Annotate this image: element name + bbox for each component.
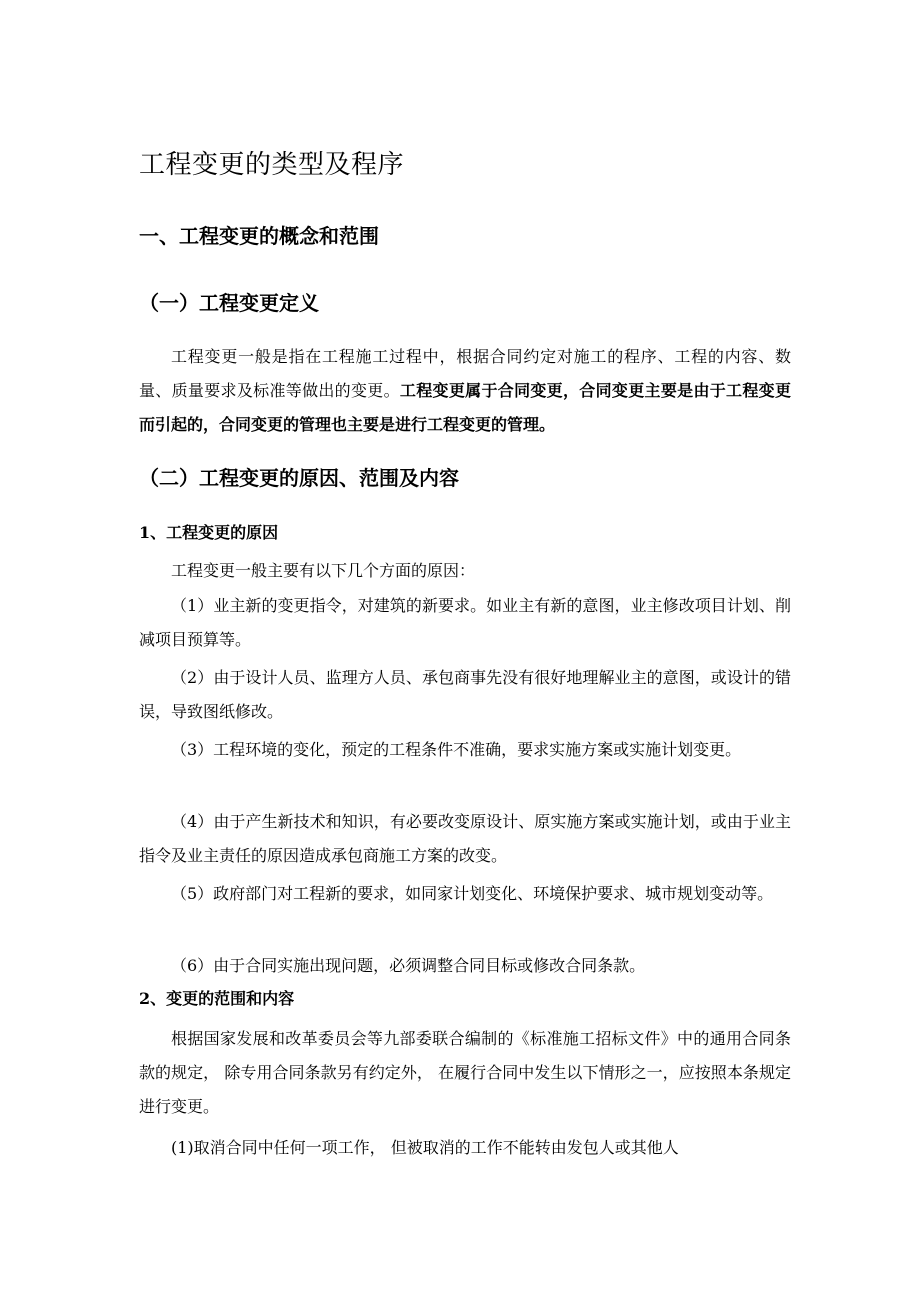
definition-emphasis: 工程变更属于合同变更，合同变更主要是由于工程变更而引起的，合同变更的管理也主要是进行工程变更的管理。 <box>139 381 791 434</box>
cause-item-5: （5）政府部门对工程新的要求，如同家计划变化、环境保护要求、城市规划变动等。 <box>171 884 774 903</box>
cause-item-3: （3）工程环境的变化，预定的工程条件不准确，要求实施方案或实施计划变更。 <box>171 740 742 759</box>
cause-item-4: （4）由于产生新技术和知识，有必要改变原设计、原实施方案或实施计划，或由于业主指令及业主责任的原因造成承包商施工方案的改变。 <box>139 812 791 865</box>
cause-item-2: （2）由于设计人员、监理方人员、承包商事先没有很好地理解业主的意图，或设计的错误，导致图纸修改。 <box>139 668 791 721</box>
document-title: 工程变更的类型及程序 <box>139 150 405 180</box>
scope-item-1: (1)取消合同中任何一项工作， 但被取消的工作不能转由发包人或其他人 <box>171 1138 679 1157</box>
subsection-heading-causes-scope-content: （二）工程变更的原因、范围及内容 <box>139 466 459 490</box>
section-heading-concept-scope: 一、工程变更的概念和范围 <box>139 224 379 248</box>
scope-paragraph: 根据国家发展和改革委员会等九部委联合编制的《标准施工招标文件》中的通用合同条款的规定， 除专用合同条款另有约定外， 在履行合同中发生以下情形之一，应按照本条规定进行变更。 <box>139 1029 791 1116</box>
cause-item-1: （1）业主新的变更指令，对建筑的新要求。如业主有新的意图，业主修改项目计划、削减项目预算等。 <box>139 596 791 649</box>
item-heading-causes: 1、工程变更的原因 <box>139 523 279 542</box>
definition-paragraph <box>139 340 791 442</box>
cause-item-6: （6）由于合同实施出现问题，必须调整合同目标或修改合同条款。 <box>171 956 646 975</box>
causes-intro-paragraph: 工程变更一般主要有以下几个方面的原因： <box>171 561 476 580</box>
subsection-heading-definition: （一）工程变更定义 <box>139 291 319 315</box>
item-heading-scope-content: 2、变更的范围和内容 <box>139 989 295 1008</box>
definition-text: 工程变更一般是指在工程施工过程中，根据合同约定对施工的程序、工程的内容、数量、质量要求及标准等做出的变更。 <box>139 347 791 400</box>
